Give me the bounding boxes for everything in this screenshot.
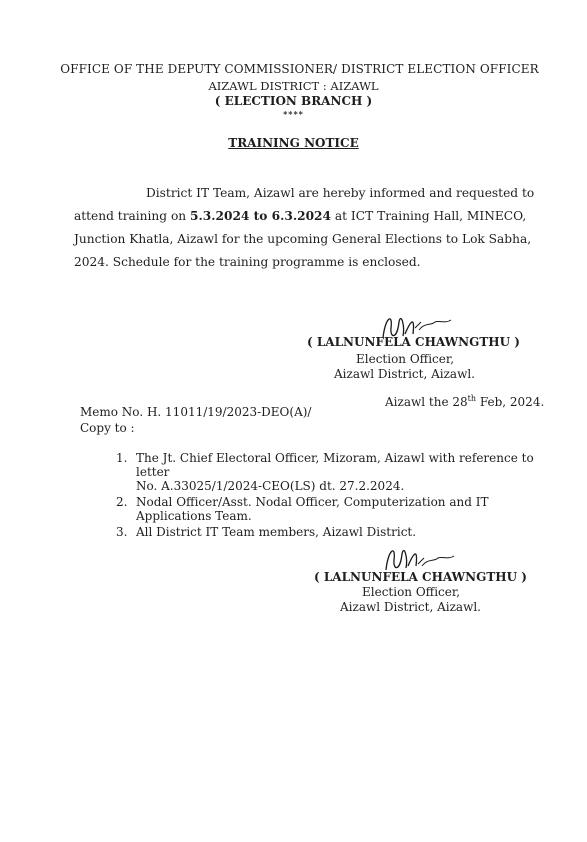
notice-body bbox=[74, 182, 544, 274]
body-line-4: 2024. Schedule for the training programme is enclosed. bbox=[74, 255, 421, 269]
list-item-text-2: Applications Team. bbox=[136, 509, 252, 523]
body-line-2 bbox=[74, 205, 544, 228]
signatory-designation-2: Election Officer, bbox=[362, 585, 461, 599]
body-line-1: District IT Team, Aizawl are hereby informed and requested to bbox=[146, 186, 535, 200]
memo-number: Memo No. H. 11011/19/2023-DEO(A)/ bbox=[80, 405, 312, 419]
branch-heading: ( ELECTION BRANCH ) bbox=[214, 94, 373, 108]
list-item-number: 1. bbox=[116, 451, 128, 465]
memo-date-pre: Aizawl the 28 bbox=[385, 395, 468, 409]
list-item-number: 3. bbox=[116, 525, 128, 539]
notice-title: TRAINING NOTICE bbox=[228, 136, 359, 150]
signatory-designation-1: Election Officer, bbox=[356, 352, 455, 366]
memo-date bbox=[385, 392, 544, 409]
signatory-name-2: ( LALNUNFELA CHAWNGTHU ) bbox=[314, 570, 527, 584]
training-dates: 5.3.2024 to 6.3.2024 bbox=[190, 209, 332, 223]
list-item bbox=[116, 495, 556, 523]
list-item-text: The Jt. Chief Electoral Officer, Mizoram, Aizawl with reference to letter bbox=[136, 451, 534, 479]
body-line-2-post: at ICT Training Hall, MINECO, bbox=[331, 209, 527, 223]
list-item-text: All District IT Team members, Aizawl District. bbox=[136, 525, 417, 539]
signatory-office-1: Aizawl District, Aizawl. bbox=[334, 367, 475, 381]
copy-to-label: Copy to : bbox=[80, 421, 135, 435]
memo-date-sup: th bbox=[467, 394, 477, 403]
list-item bbox=[116, 525, 556, 539]
district-heading: AIZAWL DISTRICT : AIZAWL bbox=[208, 79, 379, 93]
body-line-3: Junction Khatla, Aizawl for the upcoming General Elections to Lok Sabha, bbox=[74, 232, 532, 246]
list-item-number: 2. bbox=[116, 495, 128, 509]
list-item bbox=[116, 451, 556, 493]
stars-divider: **** bbox=[283, 109, 304, 119]
signatory-office-2: Aizawl District, Aizawl. bbox=[340, 600, 481, 614]
body-line-2-pre: attend training on bbox=[74, 209, 191, 223]
copy-list bbox=[116, 451, 556, 541]
memo-date-post: Feb, 2024. bbox=[476, 395, 545, 409]
signatory-name-1: ( LALNUNFELA CHAWNGTHU ) bbox=[307, 335, 520, 349]
office-heading: OFFICE OF THE DEPUTY COMMISSIONER/ DISTRICT ELECTION OFFICER bbox=[60, 62, 539, 76]
list-item-text: Nodal Officer/Asst. Nodal Officer, Computerization and IT bbox=[136, 495, 489, 509]
list-item-text-2: No. A.33025/1/2024-CEO(LS) dt. 27.2.2024. bbox=[136, 479, 405, 493]
